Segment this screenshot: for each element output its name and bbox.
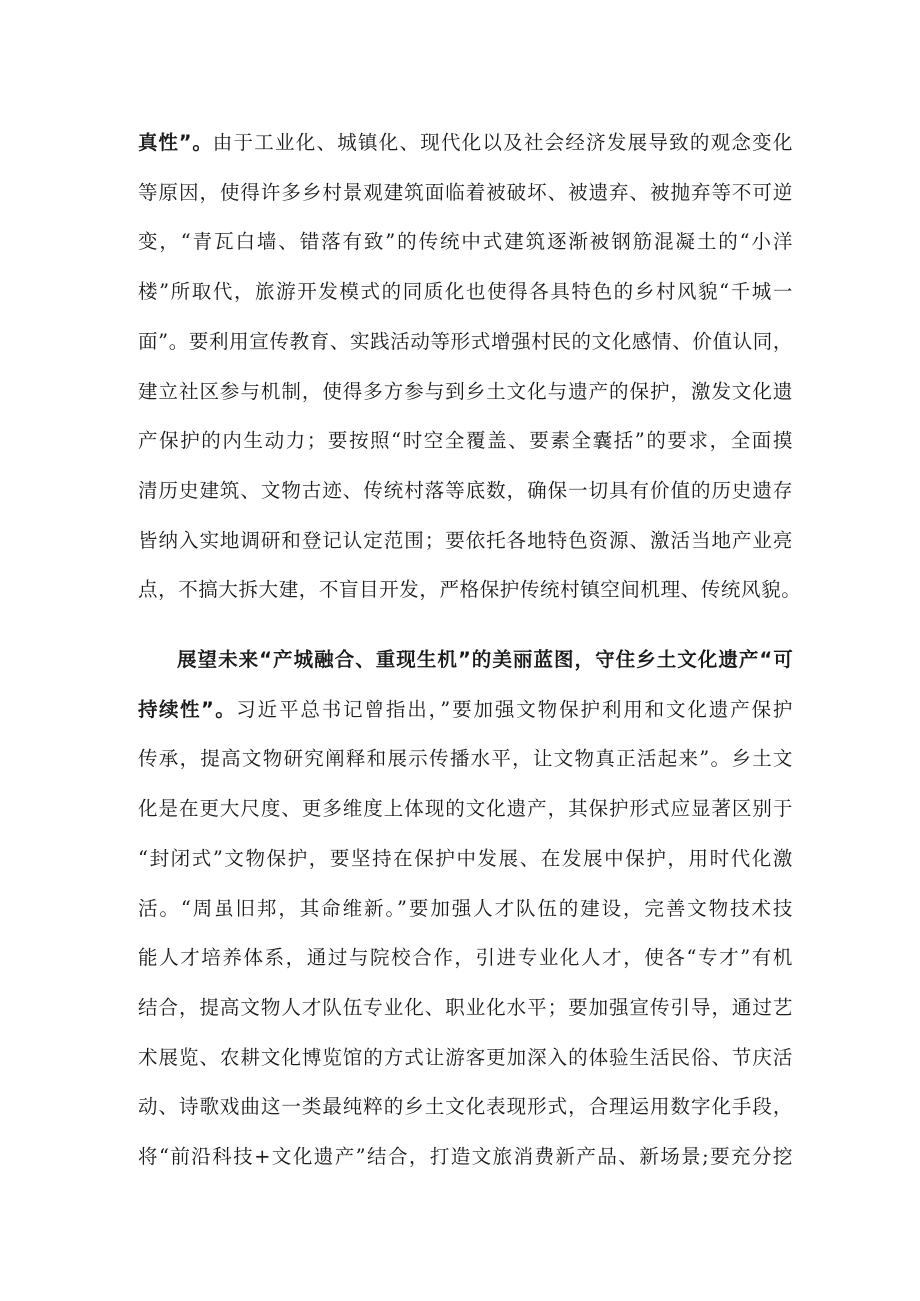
bold-lead: 真性”。 [138,131,213,154]
document-page [138,118,802,1182]
text-line: 清历史建筑、文物古迹、传统村落等底数，确保一切具有价值的历史遗存 [138,478,793,502]
text-line: 活。“周虽旧邦，其命维新。”要加强人才队伍的建设，完善文物技术技 [138,896,793,920]
paragraph-2 [138,635,793,1182]
text-line: 将“前沿科技+文化遗产”结合，打造文旅消费新产品、新场景;要充分挖 [138,1145,793,1169]
text-line: 面”。要利用宣传教育、实践活动等形式增强村民的文化感情、价值认同， [138,329,793,353]
line-text: 习近平总书记曾指出，”要加强文物保护利用和文化遗产保护 [236,697,793,721]
text-line: 化是在更大尺度、更多维度上体现的文化遗产，其保护形式应显著区别于 [138,797,793,821]
text-line: 点，不搞大拆大建，不盲目开发，严格保护传统村镇空间机理、传统风貌。 [138,578,802,602]
text-line: 皆纳入实地调研和登记认定范围；要依托各地特色资源、激活当地产业亮 [138,528,793,552]
text-line: 传承，提高文物研究阐释和展示传播水平，让文物真正活起来”。乡土文 [138,747,793,771]
heading-line: 展望未来“产城融合、重现生机”的美丽蓝图，守住乡土文化遗产“可 [177,648,793,672]
text-line: 变，“青瓦白墙、错落有致”的传统中式建筑逐渐被钢筋混凝土的“小洋 [138,230,793,254]
text-line: 产保护的内生动力；要按照“时空全覆盖、要素全囊括”的要求，全面摸 [138,429,793,453]
text-line: 结合，提高文物人才队伍专业化、职业化水平；要加强宣传引导，通过艺 [138,995,793,1019]
text-line: 动、诗歌戏曲这一类最纯粹的乡土文化表现形式，合理运用数字化手段， [138,1095,793,1119]
text-line: 术展览、农耕文化博览馆的方式让游客更加深入的体验生活民俗、节庆活 [138,1045,793,1069]
text-line [138,118,793,168]
text-line: “封闭式”文物保护，要坚持在保护中发展、在发展中保护，用时代化激 [138,846,793,870]
text-line: 楼”所取代，旅游开发模式的同质化也使得各具特色的乡村风貌“千城一 [138,280,793,304]
text-line: 能人才培养体系，通过与院校合作，引进专业化人才，使各“专才”有机 [138,946,793,970]
text-line: 建立社区参与机制，使得多方参与到乡土文化与遗产的保护，激发文化遗 [138,379,793,403]
bold-lead: 持续性”。 [138,697,237,721]
text-line: 等原因，使得许多乡村景观建筑面临着被破坏、被遗弃、被抛弃等不可逆 [138,180,793,204]
paragraph-1 [138,118,802,615]
text-line [138,685,793,735]
line-text: 由于工业化、城镇化、现代化以及社会经济发展导致的观念变化 [212,131,793,154]
